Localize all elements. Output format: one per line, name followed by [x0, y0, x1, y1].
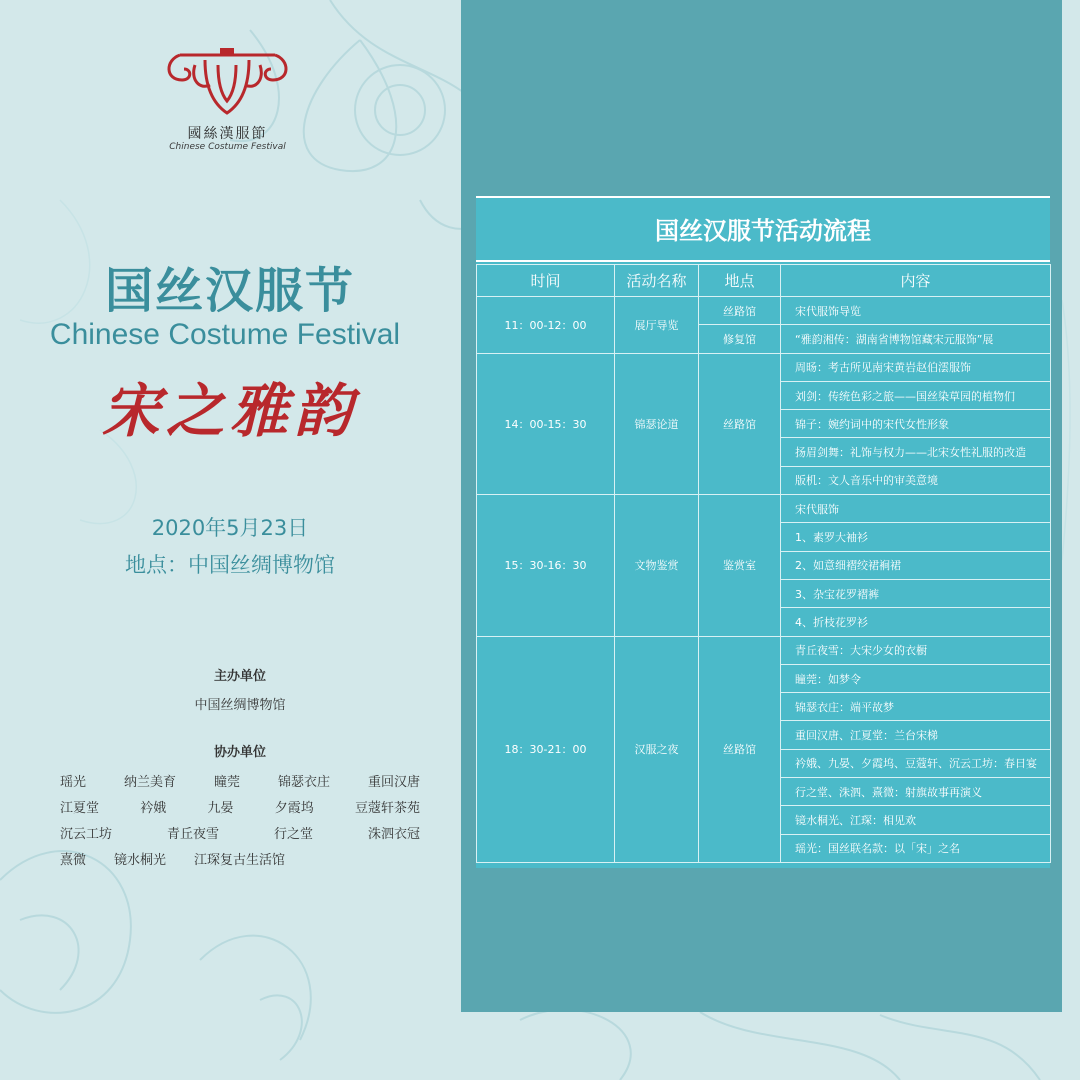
co-organizer-row [60, 848, 420, 874]
content-cell: 4、折枝花罗衫 [781, 608, 1051, 636]
logo-english-text: Chinese Costume Festival [169, 142, 286, 152]
content-cell: 3、杂宝花罗褶裤 [781, 579, 1051, 607]
co-organizer: 豆蔻轩茶苑 [354, 801, 420, 816]
content-cell: 行之堂、洙泗、熹微：射旗故事再演义 [781, 778, 1051, 806]
cloud-crown-icon [160, 45, 295, 120]
co-organizer: 瑶光 [60, 775, 87, 790]
location-cell: 丝路馆 [699, 297, 781, 325]
co-organizer: 九晏 [207, 801, 234, 816]
header-time: 时间 [477, 265, 615, 297]
location-cell: 丝路馆 [699, 353, 781, 494]
content-cell: 瞳莞：如梦令 [781, 664, 1051, 692]
host-name: 中国丝绸博物馆 [194, 698, 286, 713]
content-cell: 重回汉唐、江夏堂：兰台宋梯 [781, 721, 1051, 749]
festival-theme: 宋之雅韵 [101, 377, 358, 445]
co-organizer-list [60, 770, 420, 874]
event-date: 2020年5月23日 [151, 516, 309, 540]
co-organizer-row [60, 770, 420, 796]
location-cell: 修复馆 [699, 325, 781, 353]
content-cell: 1、素罗大袖衫 [781, 523, 1051, 551]
activity-cell: 汉服之夜 [615, 636, 699, 862]
time-cell: 18：30-21：00 [477, 636, 615, 862]
co-organizer: 衿娥 [140, 801, 167, 816]
header-content: 内容 [781, 265, 1051, 297]
table-row [477, 353, 1051, 381]
co-organizer: 行之堂 [273, 827, 313, 842]
content-cell: 衿娥、九晏、夕霞坞、豆蔻轩、沉云工坊：春日宴 [781, 749, 1051, 777]
co-organizer: 洙泗衣冠 [367, 827, 420, 842]
co-organizer: 江夏堂 [60, 801, 100, 816]
content-cell: 2、如意细褶绞裙裥裙 [781, 551, 1051, 579]
time-cell: 15：30-16：30 [477, 495, 615, 636]
time-cell: 11：00-12：00 [477, 297, 615, 354]
content-cell: 宋代服饰导览 [781, 297, 1051, 325]
co-organizer-row [60, 822, 420, 848]
activity-cell: 文物鉴赏 [615, 495, 699, 636]
content-cell: 青丘夜雪：大宋少女的衣橱 [781, 636, 1051, 664]
content-cell: 瑶光：国丝联名款：以「宋」之名 [781, 834, 1051, 862]
co-organizer: 纳兰美育 [123, 775, 176, 790]
content-cell: 镜水桐光、江琛：相见欢 [781, 806, 1051, 834]
table-row [477, 636, 1051, 664]
host-label: 主办单位 [213, 669, 266, 684]
co-organizer: 沉云工坊 [60, 827, 113, 842]
time-cell: 14：00-15：30 [477, 353, 615, 494]
co-organizer-label: 协办单位 [213, 745, 266, 760]
co-organizer: 熹微 [60, 853, 87, 868]
co-organizer: 锦瑟衣庄 [277, 775, 330, 790]
schedule-title: 国丝汉服节活动流程 [476, 196, 1050, 262]
festival-title-cn: 国丝汉服节 [104, 263, 355, 319]
content-cell: 版机：文人音乐中的审美意境 [781, 466, 1051, 494]
table-row [477, 495, 1051, 523]
header-activity: 活动名称 [615, 265, 699, 297]
event-venue: 地点：中国丝绸博物馆 [125, 553, 335, 577]
co-organizer-row [60, 796, 420, 822]
festival-title-en: Chinese Costume Festival [49, 318, 401, 351]
schedule-table [476, 264, 1051, 863]
location-cell: 鉴赏室 [699, 495, 781, 636]
activity-cell: 展厅导览 [615, 297, 699, 354]
co-organizer: 夕霞坞 [274, 801, 314, 816]
content-cell: 锦瑟衣庄：端平故梦 [781, 693, 1051, 721]
location-cell: 丝路馆 [699, 636, 781, 862]
content-cell: 锦子：婉约词中的宋代女性形象 [781, 410, 1051, 438]
logo-chinese-text: 國絲漢服節 [187, 126, 268, 142]
header-location: 地点 [699, 265, 781, 297]
festival-logo [160, 45, 295, 160]
activity-cell: 锦瑟论道 [615, 353, 699, 494]
content-cell: 扬眉剑舞：礼饰与权力——北宋女性礼服的改造 [781, 438, 1051, 466]
content-cell: “雅韵湘传：湖南省博物馆藏宋元服饰”展 [781, 325, 1051, 353]
content-cell: 刘剑：传统色彩之旅——国丝染草园的植物们 [781, 381, 1051, 409]
content-cell: 宋代服饰 [781, 495, 1051, 523]
schedule-table-container [476, 196, 1050, 868]
co-organizer: 镜水桐光 [114, 853, 167, 868]
table-header-row [477, 265, 1051, 297]
co-organizer: 青丘夜雪 [166, 827, 219, 842]
co-organizer: 瞳莞 [213, 775, 240, 790]
content-cell: 周旸：考古所见南宋黄岩赵伯澐服饰 [781, 353, 1051, 381]
co-organizer: 江琛复古生活馆 [194, 853, 286, 868]
table-row [477, 297, 1051, 325]
co-organizer: 重回汉唐 [367, 775, 420, 790]
